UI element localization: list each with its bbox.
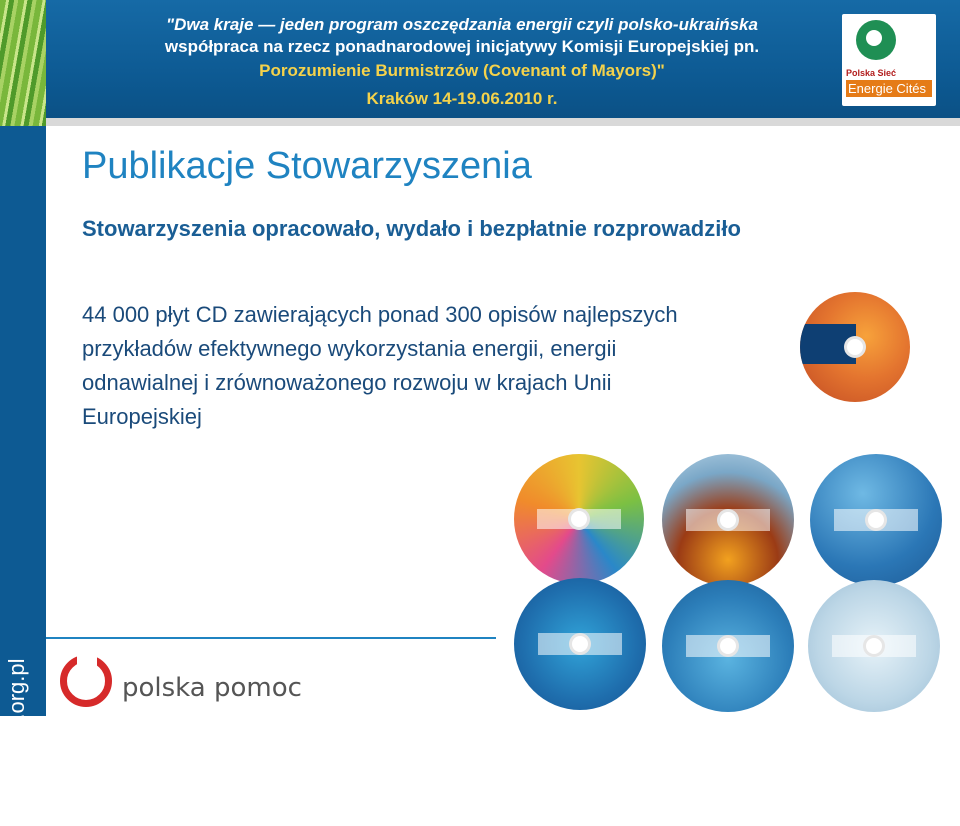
cd-hole — [571, 511, 587, 527]
body-text: 44 000 płyt CD zawierających ponad 300 opisów najlepszych przykładów efektywnego wykorzystania energii, energii odnawialnej i zrównoważonego rozwoju w krajach Unii Europejskiej — [82, 302, 678, 429]
header-divider — [46, 118, 960, 126]
header-banner — [0, 0, 960, 126]
header-date: Kraków 14-19.06.2010 r. — [366, 89, 558, 108]
cd-hole — [866, 638, 882, 654]
cd-hole — [868, 512, 884, 528]
pnec-logo-line1: Polska Sieć — [846, 68, 897, 78]
lead-text: Stowarzyszenia opracowało, wydało i bezpłatnie rozprowadziło — [82, 216, 741, 241]
cd-image-5 — [662, 580, 794, 712]
pnec-logo — [842, 14, 936, 106]
header-title-line3: Porozumienie Burmistrzów (Covenant of Mayors)" — [259, 61, 665, 80]
cd-hole — [720, 512, 736, 528]
website-url: www. pnec.org.pl — [4, 658, 29, 826]
header-title-line1: "Dwa kraje — jeden program oszczędzania energii czyli polsko-ukraińska — [166, 15, 758, 34]
page-title: Publikacje Stowarzyszenia — [82, 145, 532, 187]
cd-image-1 — [514, 454, 644, 584]
cd-hole — [720, 638, 736, 654]
pnec-logo-line2: Energie Cités — [846, 80, 932, 97]
cd-hole — [847, 339, 863, 355]
pnec-emblem-icon — [856, 20, 896, 60]
cd-image-energy-management — [800, 292, 910, 402]
footer-divider — [46, 637, 496, 639]
polska-pomoc-logo-icon — [60, 655, 112, 707]
cd-image-3 — [810, 454, 942, 586]
cd-image-6 — [808, 580, 940, 712]
grass-image — [0, 0, 46, 126]
cd-hole — [572, 636, 588, 652]
left-sidebar — [0, 126, 46, 826]
cd-image-2 — [662, 454, 794, 586]
header-title-line2: współpraca na rzecz ponadnarodowej inicjatywy Komisji Europejskiej pn. — [164, 37, 760, 56]
cd-image-4 — [514, 578, 646, 710]
polska-pomoc-text: polska pomoc — [122, 673, 302, 703]
